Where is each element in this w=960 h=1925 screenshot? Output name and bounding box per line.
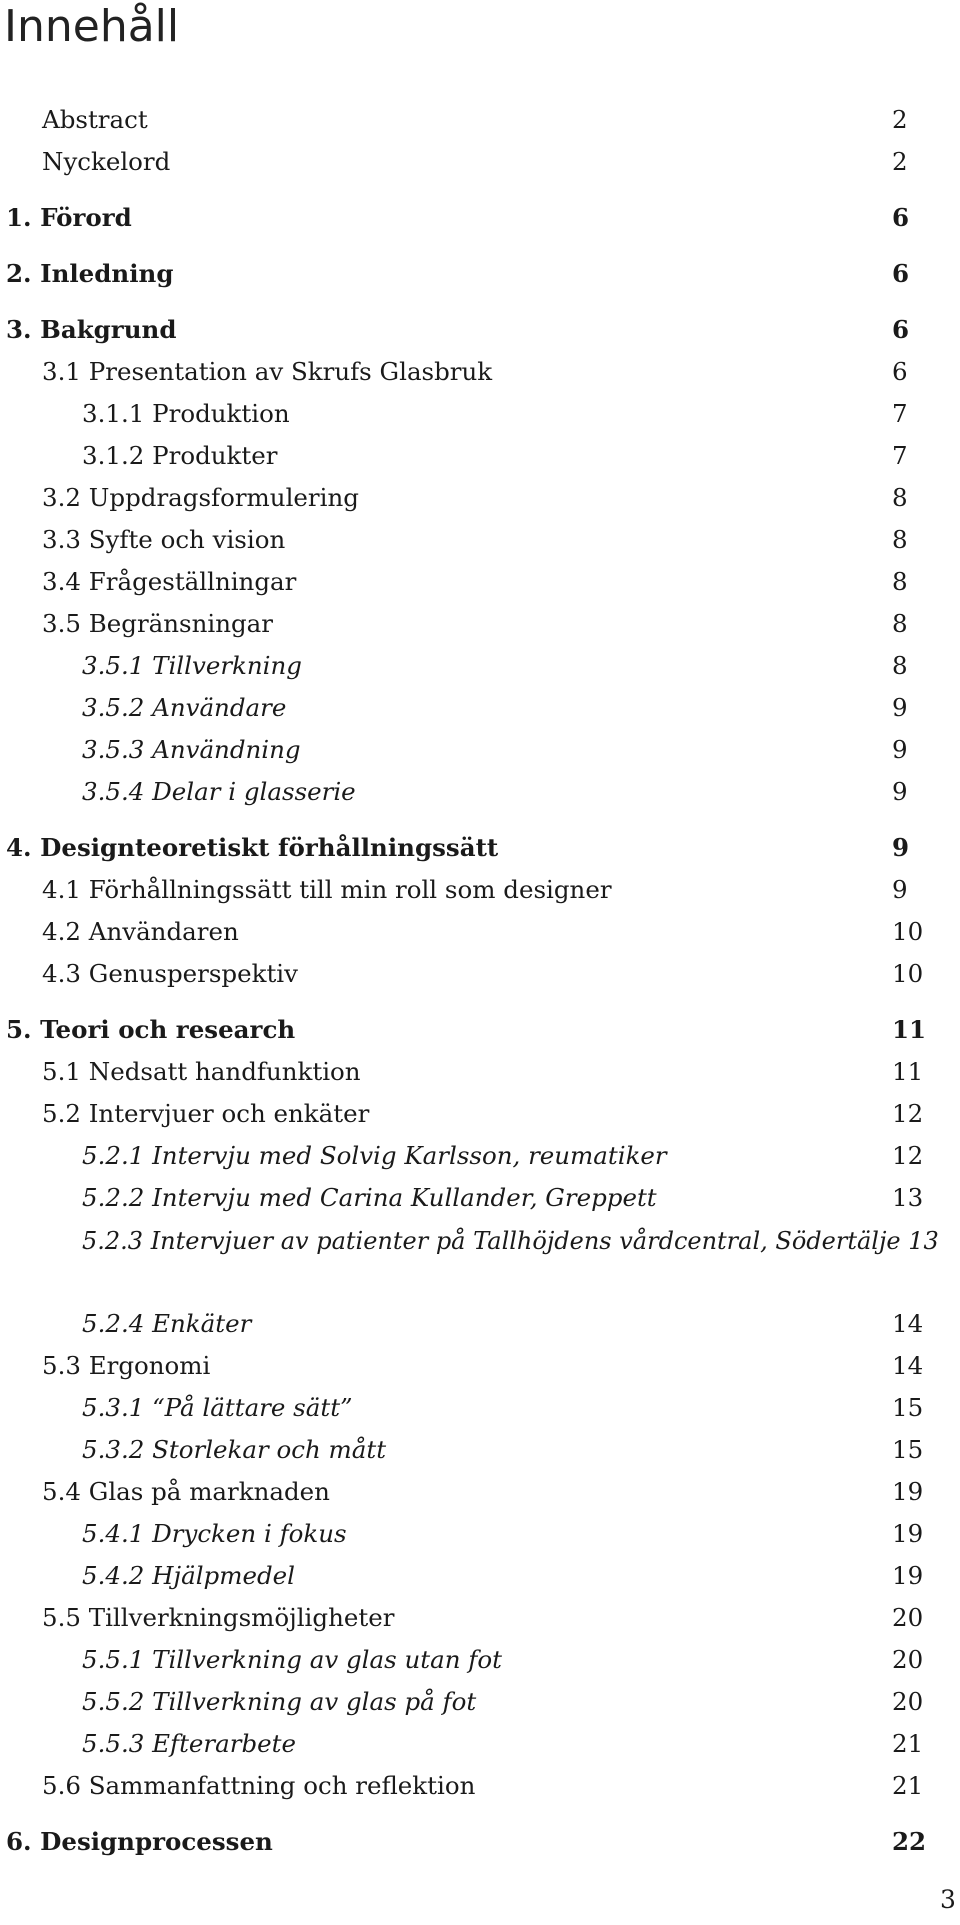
toc-entry-page: 9 [892,833,910,862]
toc-subsection-entry[interactable] [0,646,960,686]
toc-subsection-entry[interactable] [0,772,960,812]
toc-entry-title: 5.4 Glas på marknaden [42,1477,330,1506]
toc-entry-page: 7 [892,399,908,428]
toc-subsection-entry[interactable] [0,1136,960,1176]
toc-entry-title: 5.4.2 Hjälpmedel [82,1561,295,1590]
toc-entry[interactable] [0,870,960,910]
toc-chapter-entry[interactable] [0,310,960,350]
toc-entry[interactable] [0,1346,960,1386]
toc-entry-title: 3.1.1 Produktion [82,399,290,428]
toc-entry-title: 6. Designprocessen [6,1827,273,1856]
toc-entry[interactable] [0,436,960,476]
toc-entry-page: 9 [892,875,908,904]
toc-entry[interactable] [0,394,960,434]
toc-entry-page: 9 [892,693,908,722]
toc-entry-page: 8 [892,567,908,596]
toc-entry-page: 6 [892,357,908,386]
toc-entry-page: 6 [892,203,910,232]
toc-entry-title: 3.1 Presentation av Skrufs Glasbruk [42,357,493,386]
toc-entry-page: 10 [892,959,924,988]
toc-entry-title: 3.3 Syfte och vision [42,525,286,554]
toc-entry-page: 7 [892,441,908,470]
toc-chapter-entry[interactable] [0,828,960,868]
toc-entry-page: 12 [892,1141,924,1170]
toc-entry-page: 21 [892,1729,924,1758]
toc-entry-title: 5.2 Intervjuer och enkäter [42,1099,370,1128]
toc-entry-title: 3.1.2 Produkter [82,441,278,470]
toc-entry[interactable] [0,478,960,518]
toc-entry-page: 20 [892,1645,924,1674]
toc-subsection-entry[interactable] [0,1430,960,1470]
toc-entry[interactable] [0,1052,960,1092]
toc-entry-page: 14 [892,1309,924,1338]
toc-entry-title: 5.3.2 Storlekar och mått [82,1435,387,1464]
toc-entry-title: 5.2.1 Intervju med Solvig Karlsson, reumatiker [82,1141,667,1170]
toc-entry[interactable] [0,142,960,182]
toc-entry-title: 4. Designteoretiskt förhållningssätt [6,833,499,862]
toc-entry-page: 9 [892,777,908,806]
toc-entry[interactable] [0,1598,960,1638]
toc-entry[interactable] [0,520,960,560]
toc-subsection-entry[interactable] [0,730,960,770]
toc-entry-title: 3.2 Uppdragsformulering [42,483,359,512]
toc-entry-title: 5.2.2 Intervju med Carina Kullander, Greppett [82,1183,657,1212]
toc-entry-title: 2. Inledning [6,259,174,288]
toc-entry-page: 10 [892,917,924,946]
toc-subsection-entry[interactable] [0,1178,960,1218]
toc-chapter-entry[interactable] [0,1822,960,1862]
toc-entry-title: Nyckelord [42,147,171,176]
toc-entry-page: 8 [892,609,908,638]
page-number: 3 [940,1885,956,1914]
toc-entry[interactable] [0,1766,960,1806]
toc-entry-page: 2 [892,105,908,134]
toc-entry-page: 6 [892,315,910,344]
toc-entry-page: 15 [892,1435,924,1464]
toc-entry-page: 20 [892,1687,924,1716]
toc-entry[interactable] [0,1472,960,1512]
toc-entry-title: 5.3 Ergonomi [42,1351,211,1380]
toc-subsection-entry[interactable] [0,1640,960,1680]
toc-subsection-entry[interactable] [0,1514,960,1554]
toc-entry-page: 11 [892,1057,924,1086]
toc-entry-title: 4.2 Användaren [42,917,239,946]
toc-entry-title: 5.5 Tillverkningsmöjligheter [42,1603,395,1632]
toc-entry-title: Abstract [42,105,148,134]
toc-subsection-entry[interactable] [0,688,960,728]
toc-entry-title: 3.5.2 Användare [82,693,287,722]
toc-entry-page: 22 [892,1827,927,1856]
toc-entry-title: 3.5.1 Tillverkning [82,651,302,680]
toc-chapter-entry[interactable] [0,254,960,294]
toc-subsection-entry[interactable] [0,1724,960,1764]
toc-entry-page: 6 [892,259,910,288]
toc-entry-page: 19 [892,1477,924,1506]
toc-entry-title: 3.5.3 Användning [82,735,301,764]
toc-subsection-entry[interactable] [0,1304,960,1344]
toc-entry-page: 11 [892,1015,927,1044]
toc-entry-page: 2 [892,147,908,176]
toc-subsection-entry[interactable] [0,1388,960,1428]
toc-entry-title: 5.5.1 Tillverkning av glas utan fot [82,1645,502,1674]
toc-entry[interactable] [0,562,960,602]
toc-entry-page: 8 [892,651,908,680]
toc-entry-page: 8 [892,483,908,512]
toc-subsection-entry[interactable] [0,1220,960,1304]
toc-entry-title: 5.2.4 Enkäter [82,1309,252,1338]
toc-entry-title: 5.3.1 “På lättare sätt” [82,1393,353,1422]
toc-entry-page: 13 [892,1183,924,1212]
toc-entry[interactable] [0,912,960,952]
toc-entry[interactable] [0,604,960,644]
toc-entry[interactable] [0,1094,960,1134]
toc-entry[interactable] [0,954,960,994]
toc-entry[interactable] [0,352,960,392]
toc-entry-title: 4.3 Genusperspektiv [42,959,298,988]
toc-entry-title: 5.4.1 Drycken i fokus [82,1519,347,1548]
toc-entry-title: 5.1 Nedsatt handfunktion [42,1057,361,1086]
toc-entry-title: 3.5 Begränsningar [42,609,274,638]
toc-subsection-entry[interactable] [0,1556,960,1596]
toc-chapter-entry[interactable] [0,198,960,238]
toc-entry-page: 14 [892,1351,924,1380]
toc-entry-title: 1. Förord [6,203,132,232]
toc-entry-title: 3.4 Frågeställningar [42,567,297,596]
toc-entry-title: 5.2.3 Intervjuer av patienter på Tallhöjdens vårdcentral, Södertälje 13 [82,1227,939,1255]
toc-entry-title: 3.5.4 Delar i glasserie [82,777,356,806]
page-title: Innehåll [4,1,180,52]
toc-entry-page: 19 [892,1519,924,1548]
toc-entry-title: 5.5.3 Efterarbete [82,1729,296,1758]
toc-entry-page: 8 [892,525,908,554]
toc-entry-title: 3. Bakgrund [6,315,177,344]
toc-chapter-entry[interactable] [0,1010,960,1050]
toc-entry-title: 5.6 Sammanfattning och reflektion [42,1771,476,1800]
toc-entry-page: 20 [892,1603,924,1632]
toc-entry-page: 9 [892,735,908,764]
toc-entry-page: 21 [892,1771,924,1800]
toc-entry[interactable] [0,100,960,140]
toc-subsection-entry[interactable] [0,1682,960,1722]
toc-entry-title: 5.5.2 Tillverkning av glas på fot [82,1687,477,1716]
toc-entry-page: 12 [892,1099,924,1128]
toc-entry-page: 15 [892,1393,924,1422]
toc-entry-title: 5. Teori och research [6,1015,296,1044]
toc-entry-page: 19 [892,1561,924,1590]
toc-entry-title: 4.1 Förhållningssätt till min roll som designer [42,875,612,904]
